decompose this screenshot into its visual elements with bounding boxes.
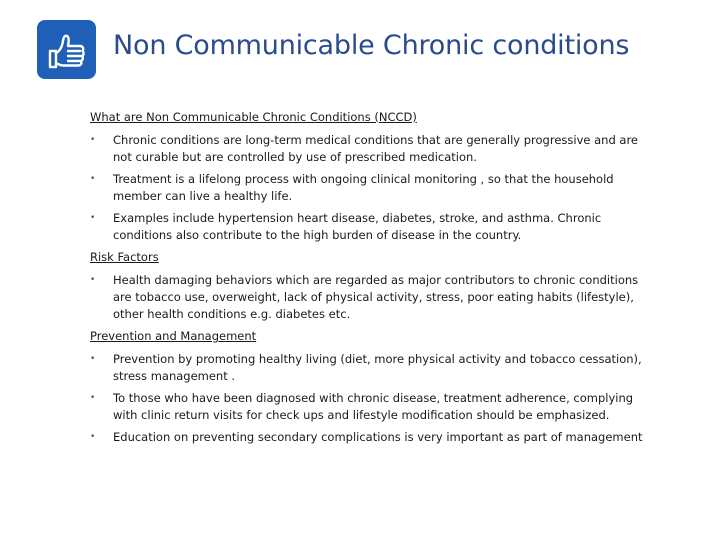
list-item: • To those who have been diagnosed with chronic disease, treatment adherence, complying with clinic return visits for check ups and lifestyle modification should be emphasized. — [90, 391, 634, 422]
bullet-icon: • — [90, 174, 96, 184]
bullet-icon: • — [90, 432, 96, 442]
list-item: • Chronic conditions are long-term medical conditions that are generally progressive and are not curable but are controlled by use of prescribed medication. — [90, 133, 639, 164]
bullet-icon: • — [90, 275, 96, 285]
list-item: • Examples include hypertension heart disease, diabetes, stroke, and asthma. Chronic conditions also contribute to the high burden of disease in the country. — [90, 211, 602, 242]
section-heading-what-are: What are Non Communicable Chronic Conditions (NCCD) — [90, 110, 417, 124]
bullet-icon: • — [90, 135, 96, 145]
slide-body — [90, 109, 650, 451]
list-item: • Education on preventing secondary complications is very important as part of management — [90, 430, 643, 444]
section-heading-risk-factors: Risk Factors — [90, 250, 159, 264]
logo — [37, 20, 96, 79]
list-item: • Health damaging behaviors which are regarded as major contributors to chronic conditions are tobacco use, overweight, lack of physical activity, stress, poor eating habits (lifestyle), other health conditions e.g. diabetes etc. — [90, 273, 639, 321]
bullet-list-risk-factors — [90, 272, 650, 323]
bullet-icon: • — [90, 354, 96, 364]
page-title: Non Communicable Chronic conditions — [113, 30, 630, 61]
list-item: • Prevention by promoting healthy living (diet, more physical activity and tobacco cessation), stress management . — [90, 352, 642, 383]
bullet-list-prevention — [90, 351, 650, 446]
section-heading-prevention: Prevention and Management — [90, 329, 257, 343]
bullet-icon: • — [90, 213, 96, 223]
thumbs-up-icon — [44, 27, 90, 73]
bullet-icon: • — [90, 393, 96, 403]
bullet-list-what-are — [90, 132, 650, 244]
list-item: • Treatment is a lifelong process with ongoing clinical monitoring , so that the household member can live a healthy life. — [90, 172, 614, 203]
